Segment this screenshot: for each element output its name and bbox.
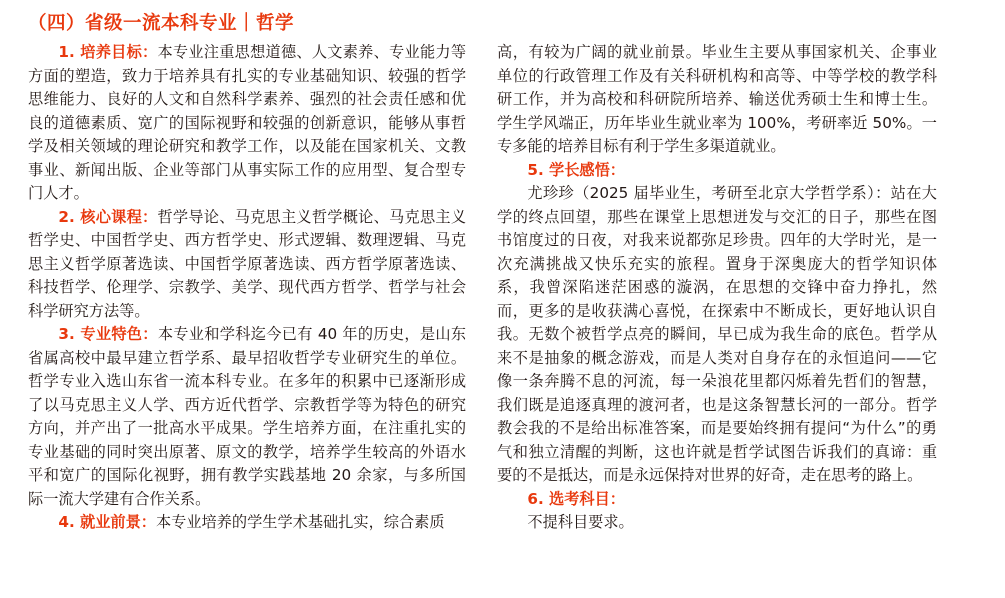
section-body: 本专业和学科迄今已有 40 年的历史，是山东省属高校中最早建立哲学系、最早招收哲学专业研究生的单位。哲学专业入选山东省一流本科专业。在多年的积累中已逐渐形成了以马克思主义人学、西方近代哲学、宗教哲学等为特色的研究方向，并产出了一批高水平成果。学生培养方面，在注重扎实的专业基础的同时突出原著、原文的教学，培养学生较高的外语水平和宽广的国际化视野，拥有教学实践基地 20 余家，与多所国际一流大学建有合作关系。: [28, 325, 467, 508]
section-testimonial-heading: 5. 学长感悟：: [527, 160, 625, 179]
page-title: （四）省级一流本科专业｜哲学: [28, 13, 295, 34]
section-training: [28, 41, 466, 206]
section-courses: [28, 206, 466, 324]
section-body: 本专业培养的学生学术基础扎实，综合素质: [155, 513, 445, 531]
section-body: 本专业注重思想道德、人文素养、专业能力等方面的塑造，致力于培养具有扎实的专业基础知识、较强的哲学思维能力、良好的人文和自然科学素养、强烈的社会责任感和优良的道德素质、宽广的国际视野和较强的创新意识，能够从事哲学及相关领域的理论研究和教学工作，以及能在国家机关、文教事业、新闻出版、企业等部门从事实际工作的应用型、复合型专门人才。: [28, 43, 467, 202]
section-subjects-body: 不提科目要求。: [527, 513, 634, 531]
section-features: [28, 323, 466, 511]
left-column: [28, 41, 466, 535]
section-employment-continued: 高，有较为广阔的就业前景。毕业生主要从事国家机关、企事业单位的行政管理工作及有关科研机构和高等、中等学校的教学科研工作，并为高校和科研院所培养、输送优秀硕士生和博士生。学生学风端正，历年毕业生就业率为 100%，考研率近 50%。一专多能的培养目标有利于学生多渠道就业。: [497, 43, 937, 155]
section-employment: [28, 511, 466, 535]
section-heading: 2. 核心课程：: [58, 207, 158, 226]
section-heading: 4. 就业前景：: [58, 513, 156, 531]
section-heading: 1. 培养目标：: [58, 43, 158, 61]
section-testimonial-body: 尤珍珍（2025 届毕业生，考研至北京大学哲学系）：站在大学的终点回望，那些在课堂上思想迸发与交汇的日子，那些在图书馆度过的日夜，对我来说都弥足珍贵。四年的大学时光，是一次充满挑战又快乐充实的旅程。置身于深奥庞大的哲学知识体系，我曾深陷迷茫困惑的漩涡，在思想的交锋中奋力挣扎，然而，更多的是收获满心喜悦，在探索中不断成长，更好地认识自我。无数个被哲学点亮的瞬间，早已成为我生命的底色。哲学从来不是抽象的概念游戏，而是人类对自身存在的永恒追问——它像一条奔腾不息的河流，每一朵浪花里都闪烁着先哲们的智慧，我们既是追逐真理的渡河者，也是这条智慧长河的一部分。哲学教会我的不是给出标准答案，而是要始终拥有提问“为什么”的勇气和独立清醒的判断，这也许就是哲学试图告诉我们的真谛：重要的不是抵达，而是永远保持对世界的好奇，走在思考的路上。: [497, 184, 937, 484]
section-body: 哲学导论、马克思主义哲学概论、马克思主义哲学史、中国哲学史、西方哲学史、形式逻辑、数理逻辑、马克思主义哲学原著选读、中国哲学原著选读、西方哲学原著选读、科技哲学、伦理学、宗教学、美学、现代西方哲学、哲学与社会科学研究方法等。: [28, 207, 467, 320]
right-column: [497, 41, 937, 535]
section-heading: 3. 专业特色：: [58, 325, 158, 343]
section-subjects-heading: 6. 选考科目：: [527, 489, 625, 508]
